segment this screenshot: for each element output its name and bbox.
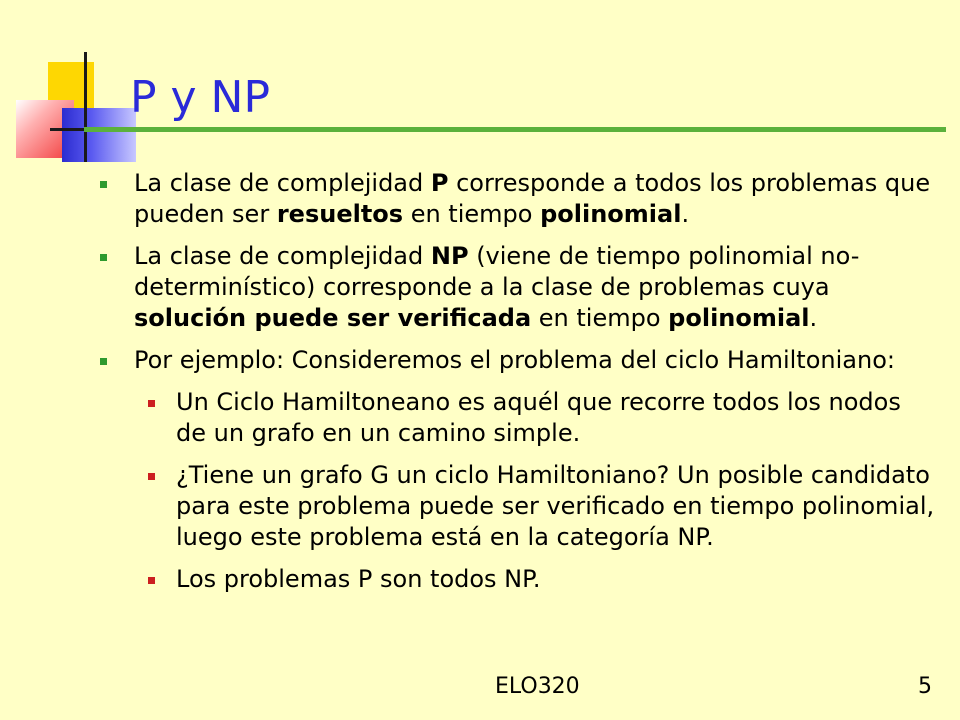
bullet-item [96,168,936,230]
text: . [809,304,818,332]
bold-text: polinomial [668,304,810,332]
square-bullet-red-icon [148,400,155,407]
bullet-item [96,345,936,376]
text: (viene de tiempo polinomial no-determinístico) corresponde a la clase de problemas cuya [134,242,860,301]
text: ¿Tiene un grafo G un ciclo Hamiltoniano? Un posible candidato para este problema puede ser verificado en tiempo polinomial, luego este problema está en la categoría NP. [176,461,935,551]
decor-vertical-line [84,52,87,162]
footer-course: ELO320 [495,674,580,699]
slide-title: P y NP [130,72,270,123]
bullet-item [96,460,936,553]
decor-blue-square [62,108,136,162]
bold-text: solución puede ser verificada [134,304,532,332]
title-underline-rule [84,127,946,132]
square-bullet-green-icon [100,358,107,365]
bold-text: NP [430,242,469,270]
text: en tiempo [531,304,669,332]
text: Un Ciclo Hamiltoneano es aquél que recorre todos los nodos de un grafo en un camino simple. [176,388,901,447]
text: La clase de complejidad [134,169,431,197]
bullet-item [96,564,936,595]
square-bullet-green-icon [100,254,107,261]
square-bullet-red-icon [148,473,155,480]
text: . [681,200,690,228]
text: Por ejemplo: Consideremos el problema del ciclo Hamiltoniano: [134,346,895,374]
bold-text: P [430,169,449,197]
square-bullet-red-icon [148,577,155,584]
text: corresponde a todos los problemas que pueden ser [134,169,931,228]
text: Los problemas P son todos NP. [176,565,541,593]
bullet-item [96,387,936,449]
bold-text: resueltos [276,200,404,228]
text: La clase de complejidad [134,242,431,270]
square-bullet-green-icon [100,181,107,188]
bullet-item [96,241,936,334]
text: en tiempo [403,200,541,228]
bold-text: polinomial [540,200,682,228]
bullet-list [96,168,936,606]
slide-number: 5 [918,674,932,699]
